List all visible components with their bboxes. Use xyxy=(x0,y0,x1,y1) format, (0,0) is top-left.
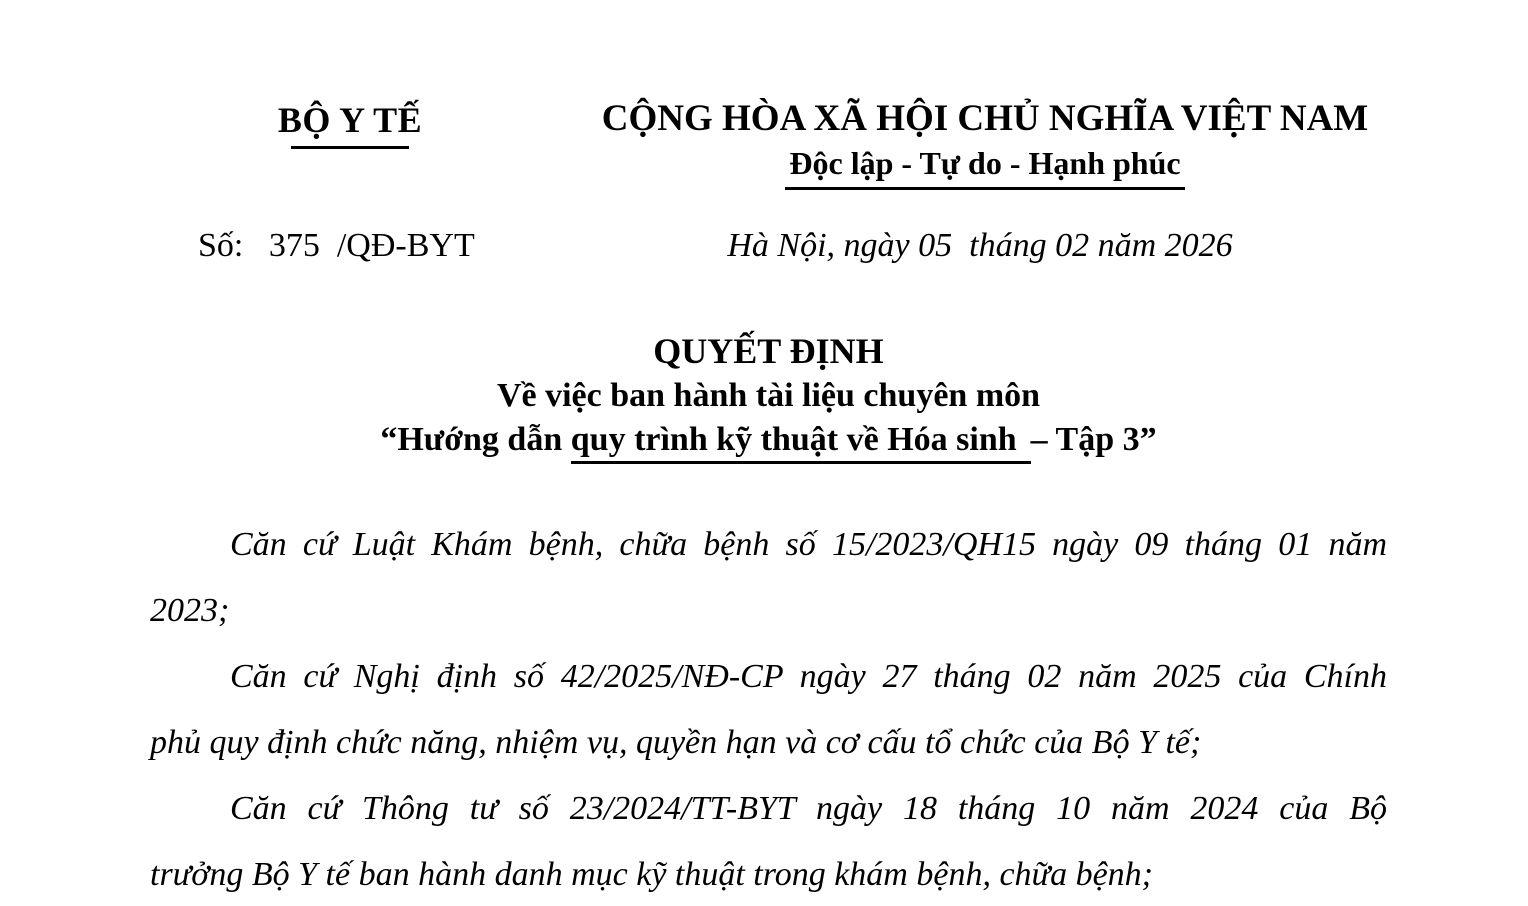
document-number: Số: 375 /QĐ-BYT xyxy=(198,227,475,264)
paragraph-line: trưởng Bộ Y tế ban hành danh mục kỹ thuật trong khám bệnh, chữa bệnh; xyxy=(150,856,1153,893)
national-title: CỘNG HÒA XÃ HỘI CHỦ NGHĨA VIỆT NAM xyxy=(601,98,1369,139)
paragraph-line: 2023; xyxy=(150,592,230,629)
decision-subject xyxy=(150,417,1387,463)
paragraph-line: Căn cứ Nghị định số 42/2025/NĐ-CP ngày 27 tháng 02 năm 2025 của Chính xyxy=(230,658,1387,695)
decision-heading: QUYẾT ĐỊNH xyxy=(653,331,884,371)
motto-wrap xyxy=(570,144,1400,190)
issuing-agency: BỘ Y TẾ xyxy=(277,100,423,140)
legal-basis-paragraph-1 xyxy=(150,512,1387,644)
paragraph-line: phủ quy định chức năng, nhiệm vụ, quyền hạn và cơ cấu tổ chức của Bộ Y tế; xyxy=(150,724,1202,761)
place-and-date: Hà Nội, ngày 05 tháng 02 năm 2026 xyxy=(727,227,1233,264)
subject-underlined-text: quy trình kỹ thuật về Hóa sinh xyxy=(571,421,1031,464)
decision-subheading: Về việc ban hành tài liệu chuyên môn xyxy=(496,377,1041,414)
legal-basis-paragraph-2 xyxy=(150,644,1387,776)
paragraph-line: Căn cứ Thông tư số 23/2024/TT-BYT ngày 18 tháng 10 năm 2024 của Bộ xyxy=(230,790,1387,827)
paragraph-line: Căn cứ Luật Khám bệnh, chữa bệnh số 15/2023/QH15 ngày 09 tháng 01 năm xyxy=(230,526,1387,563)
subject-suffix: – Tập 3” xyxy=(1030,421,1157,458)
national-motto: Độc lập - Tự do - Hạnh phúc xyxy=(785,144,1184,190)
document-body xyxy=(150,512,1387,906)
decision-title-block xyxy=(150,329,1387,463)
issuing-agency-block xyxy=(160,98,540,149)
subject-prefix: “Hướng dẫn xyxy=(380,421,571,458)
agency-underline xyxy=(291,146,409,149)
legal-basis-paragraph-3 xyxy=(150,776,1387,906)
national-header-block xyxy=(570,96,1400,190)
